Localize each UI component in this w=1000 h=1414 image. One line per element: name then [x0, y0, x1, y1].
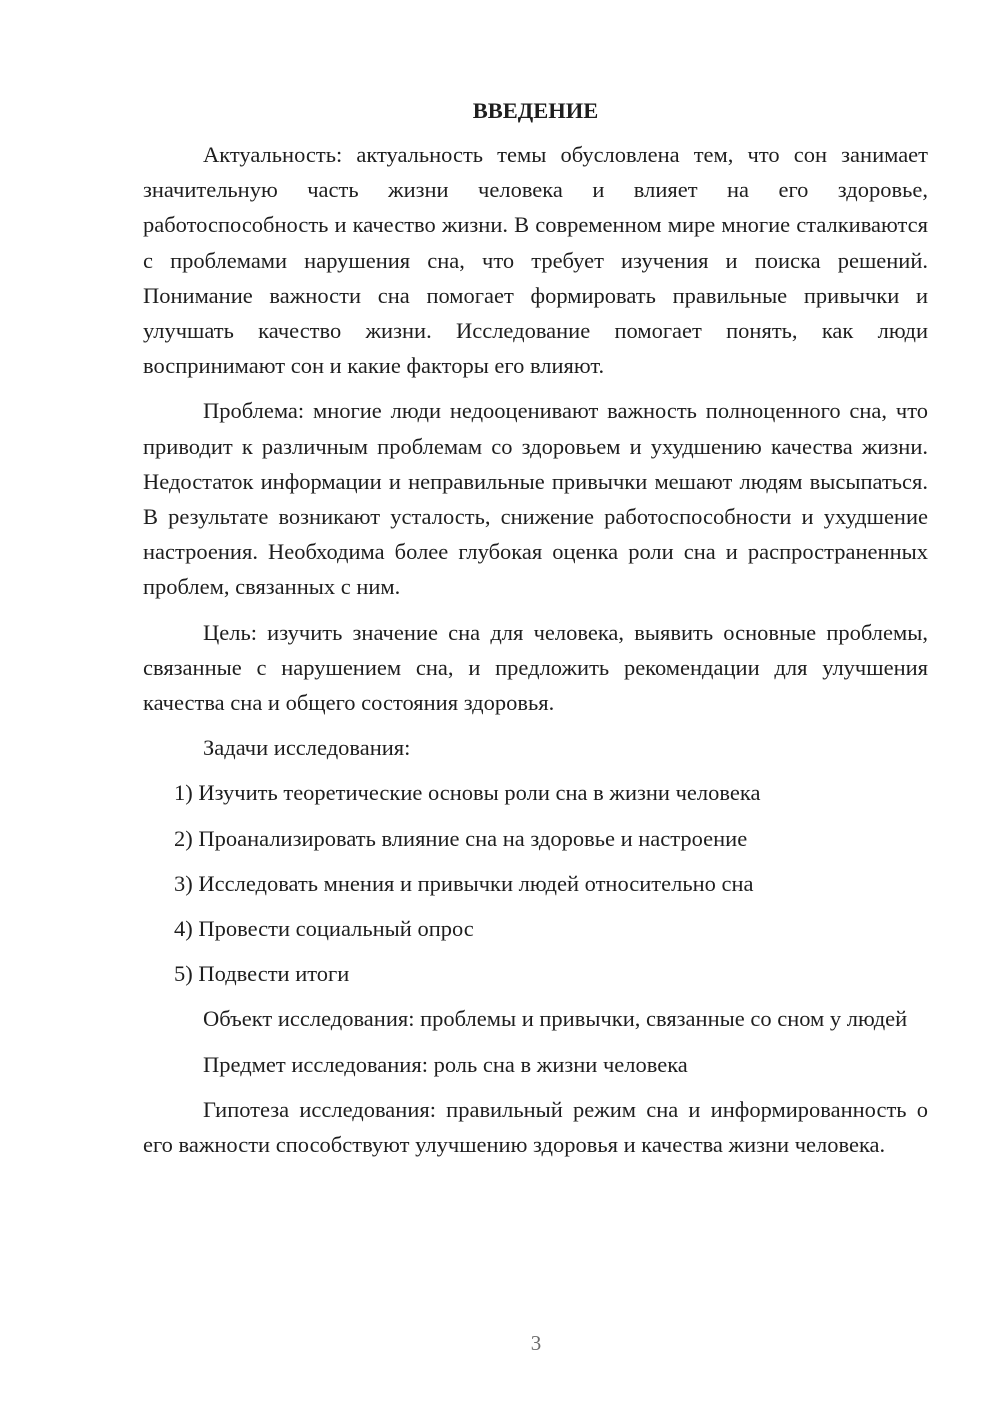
list-item: 4) Провести социальный опрос [174, 916, 474, 942]
paragraph-object: Объект исследования: проблемы и привычки, связанные со сном у людей [203, 1006, 908, 1032]
page-content [143, 93, 928, 1172]
list-item: 2) Проанализировать влияние сна на здоровье и настроение [174, 825, 748, 851]
task-list [143, 775, 928, 991]
list-item: 3) Исследовать мнения и привычки людей относительно сна [174, 870, 754, 896]
page-number: 3 [530, 1331, 542, 1355]
paragraph-tasks-heading: Задачи исследования: [203, 735, 411, 761]
list-item: 1) Изучить теоретические основы роли сна в жизни человека [174, 780, 761, 806]
paragraph-relevance: Актуальность: актуальность темы обусловлена тем, что сон занимает значительную часть жизни человека и влияет на его здоровье, работоспособность и качество жизни. В современном мире многие сталкиваются с проблемами нарушения сна, что требует изучения и поиска решений. Понимание важности сна помогает формировать правильные привычки и улучшать качество жизни. Исследование помогает понять, как люди воспринимают сон и какие факторы его влияют. [143, 142, 928, 379]
list-item: 5) Подвести итоги [174, 961, 350, 987]
paragraph-problem: Проблема: многие люди недооценивают важность полноценного сна, что приводит к различным проблемам со здоровьем и ухудшению качества жизни. Недостаток информации и неправильные привычки мешают людям высыпаться. В результате возникают усталость, снижение работоспособности и ухудшение настроения. Необходима более глубокая оценка роли сна и распространенных проблем, связанных с ним. [143, 398, 928, 600]
paragraph-hypothesis: Гипотеза исследования: правильный режим сна и информированность о его важности способствуют улучшению здоровья и качества жизни человека. [143, 1096, 928, 1158]
paragraph-goal: Цель: изучить значение сна для человека, выявить основные проблемы, связанные с нарушением сна, и предложить рекомендации для улучшения качества сна и общего состояния здоровья. [143, 619, 928, 716]
paragraph-subject: Предмет исследования: роль сна в жизни человека [203, 1051, 688, 1077]
section-title: ВВЕДЕНИЕ [472, 98, 599, 123]
